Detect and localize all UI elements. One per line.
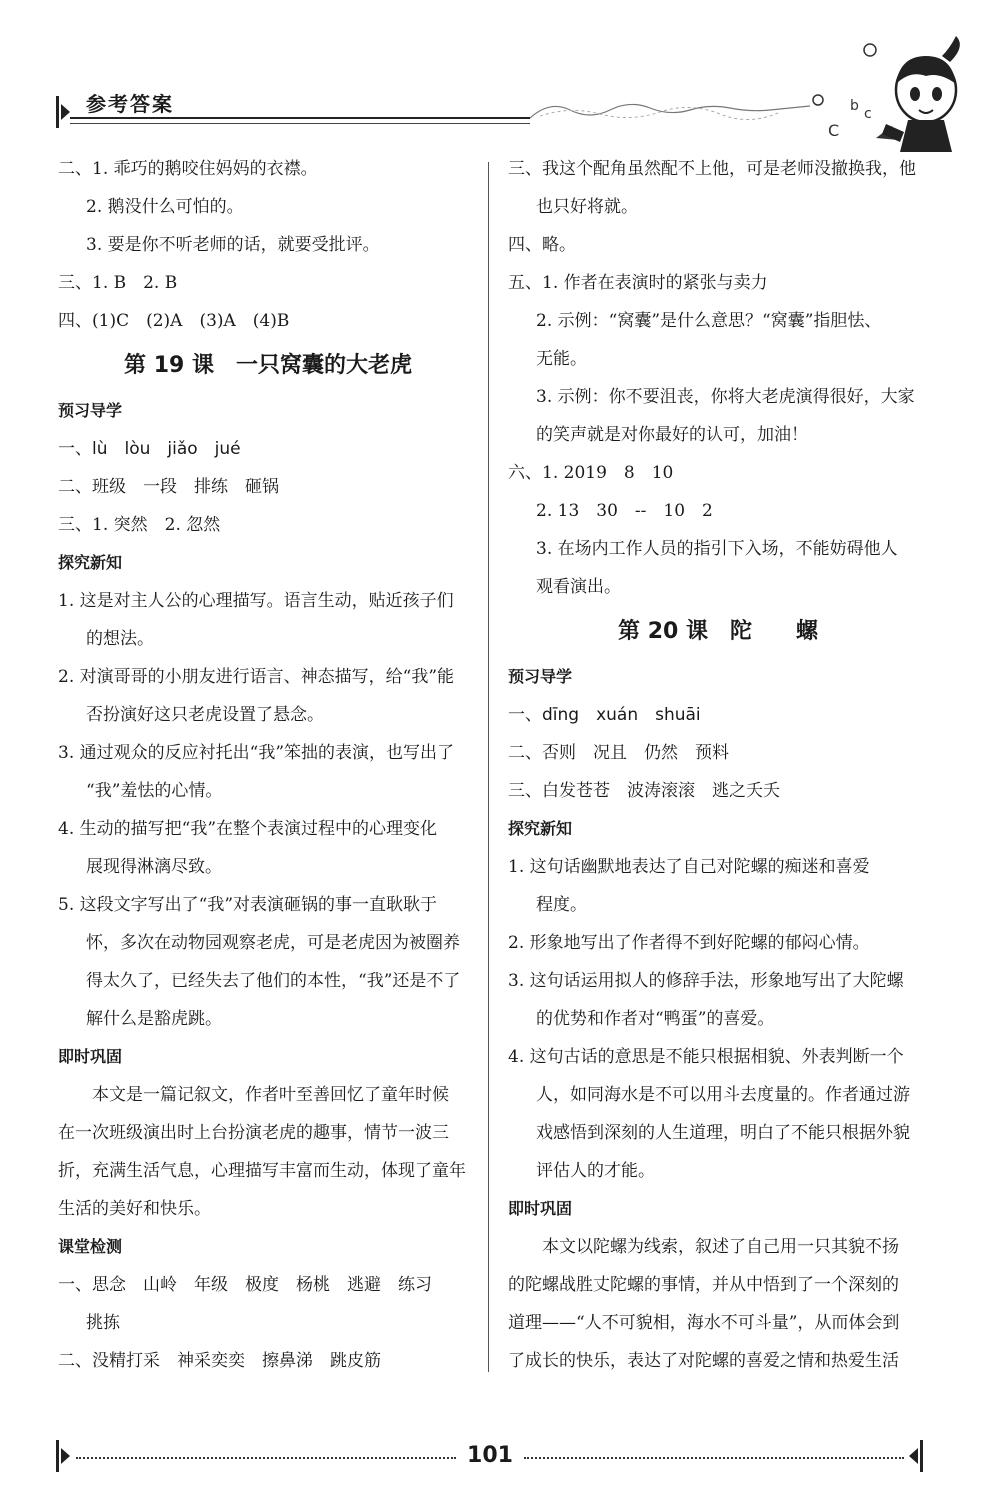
section-heading: 即时巩固	[58, 1047, 123, 1066]
answer-line: 无能。	[536, 349, 587, 369]
page-header	[0, 0, 1000, 150]
answer-line: 展现得淋漓尽致。	[86, 857, 222, 877]
answer-line: 得太久了，已经失去了他们的本性，“我”还是不了	[86, 971, 461, 991]
answer-line: 1. 这句话幽默地表达了自己对陀螺的痴迷和喜爱	[508, 857, 870, 877]
section-heading: 预习导学	[58, 401, 123, 420]
answer-line: 五、1. 作者在表演时的紧张与卖力	[508, 273, 768, 293]
answer-line: 本文以陀螺为线索，叙述了自己用一只其貌不扬	[508, 1237, 899, 1257]
answer-line: 怀，多次在动物园观察老虎，可是老虎因为被圈养	[86, 933, 460, 953]
answer-line: 4. 生动的描写把“我”在整个表演过程中的心理变化	[58, 819, 438, 839]
answer-line: 3. 在场内工作人员的指引下入场，不能妨碍他人	[536, 539, 898, 559]
left-column	[58, 150, 478, 1380]
answer-line: 四、略。	[508, 235, 576, 255]
footer-right-marker-icon	[906, 1440, 923, 1472]
svg-text:b: b	[850, 98, 859, 114]
answer-line: 2. 鹅没什么可怕的。	[86, 197, 244, 217]
answer-line: 观看演出。	[536, 577, 621, 597]
header-rule	[70, 117, 530, 119]
answer-line: 挑拣	[86, 1313, 120, 1333]
answer-line: 生活的美好和快乐。	[58, 1199, 211, 1219]
answer-line: 4. 这句古话的意思是不能只根据相貌、外表判断一个	[508, 1047, 904, 1067]
footer-left-marker-icon	[56, 1440, 73, 1472]
header-rule-thin	[70, 123, 530, 124]
section-heading: 即时巩固	[508, 1199, 573, 1218]
answer-line: 人，如同海水是不可以用斗去度量的。作者通过游	[536, 1085, 910, 1105]
answer-line: 一、思念 山岭 年级 极度 杨桃 逃避 练习	[58, 1275, 432, 1295]
answer-line: 二、班级 一段 排练 砸锅	[58, 477, 279, 497]
answer-line: 三、我这个配角虽然配不上他，可是老师没撤换我，他	[508, 159, 916, 179]
answer-line: 一、dīng xuán shuāi	[508, 705, 701, 725]
answer-line: 在一次班级演出时上台扮演老虎的趣事，情节一波三	[58, 1123, 449, 1143]
answer-line: 程度。	[536, 895, 587, 915]
answer-line: 2. 对演哥哥的小朋友进行语言、神态描写，给“我”能	[58, 667, 455, 687]
answer-line: 三、1. 突然 2. 忽然	[58, 515, 221, 535]
answer-line: 三、1. B 2. B	[58, 273, 178, 293]
answer-line: 3. 要是你不听老师的话，就要受批评。	[86, 235, 380, 255]
answer-line: 六、1. 2019 8 10	[508, 463, 674, 483]
answer-line: 本文是一篇记叙文，作者叶至善回忆了童年时候	[58, 1085, 449, 1105]
answer-line: 的笑声就是对你最好的认可，加油！	[536, 425, 808, 445]
svg-text:C: C	[828, 121, 840, 140]
lesson-title: 第 19 课 一只窝囊的大老虎	[124, 353, 412, 378]
svg-text:c: c	[864, 106, 872, 122]
section-heading: 课堂检测	[58, 1237, 123, 1256]
lesson-title: 第 20 课 陀 螺	[618, 619, 818, 644]
answer-line: 道理——“人不可貌相，海水不可斗量”，从而体会到	[508, 1313, 900, 1333]
header-wave-decoration-icon	[530, 96, 810, 124]
answer-line: 评估人的才能。	[536, 1161, 655, 1181]
section-heading: 探究新知	[58, 553, 123, 572]
header-title: 参考答案	[86, 92, 174, 116]
answer-line: 5. 这段文字写出了“我”对表演砸锅的事一直耿耿于	[58, 895, 438, 915]
answer-line: 一、lù lòu jiǎo jué	[58, 439, 241, 459]
answer-line: 解什么是豁虎跳。	[86, 1009, 222, 1029]
answer-line: 二、没精打采 神采奕奕 擦鼻涕 跳皮筋	[58, 1351, 381, 1371]
answer-line: 1. 这是对主人公的心理描写。语言生动，贴近孩子们	[58, 591, 454, 611]
page-number: 101	[467, 1443, 513, 1468]
answer-line: 2. 形象地写出了作者得不到好陀螺的郁闷心情。	[508, 933, 870, 953]
answer-line: 也只好将就。	[536, 197, 638, 217]
section-heading: 探究新知	[508, 819, 573, 838]
answer-line: 2. 13 30 -- 10 2	[536, 501, 713, 521]
answer-line: 3. 通过观众的反应衬托出“我”笨拙的表演，也写出了	[58, 743, 455, 763]
answer-line: 戏感悟到深刻的人生道理，明白了不能只根据外貌	[536, 1123, 910, 1143]
section-heading: 预习导学	[508, 667, 573, 686]
column-divider	[488, 162, 489, 1372]
footer-dotted-rule-right	[524, 1457, 904, 1459]
answer-line: 四、(1)C (2)A (3)A (4)B	[58, 311, 290, 331]
answer-line: “我”羞怯的心情。	[86, 781, 223, 801]
answer-line: 2. 示例：“窝囊”是什么意思？“窝囊”指胆怯、	[536, 311, 882, 331]
answer-line: 的陀螺战胜丈陀螺的事情，并从中悟到了一个深刻的	[508, 1275, 899, 1295]
girl-mascot-icon	[800, 28, 960, 153]
answer-line: 三、白发苍苍 波涛滚滚 逃之夭夭	[508, 781, 780, 801]
answer-line: 了成长的快乐，表达了对陀螺的喜爱之情和热爱生活	[508, 1351, 899, 1371]
footer-dotted-rule-left	[76, 1457, 456, 1459]
answer-line: 3. 这句话运用拟人的修辞手法，形象地写出了大陀螺	[508, 971, 904, 991]
right-column	[508, 150, 928, 1380]
answer-line: 的想法。	[86, 629, 154, 649]
answer-line: 二、1. 乖巧的鹅咬住妈妈的衣襟。	[58, 159, 318, 179]
answer-line: 否扮演好这只老虎设置了悬念。	[86, 705, 324, 725]
answer-line: 3. 示例：你不要沮丧，你将大老虎演得很好，大家	[536, 387, 915, 407]
answer-line: 二、否则 况且 仍然 预料	[508, 743, 729, 763]
answer-line: 的优势和作者对“鸭蛋”的喜爱。	[536, 1009, 775, 1029]
answer-line: 折，充满生活气息，心理描写丰富而生动，体现了童年	[58, 1161, 466, 1181]
